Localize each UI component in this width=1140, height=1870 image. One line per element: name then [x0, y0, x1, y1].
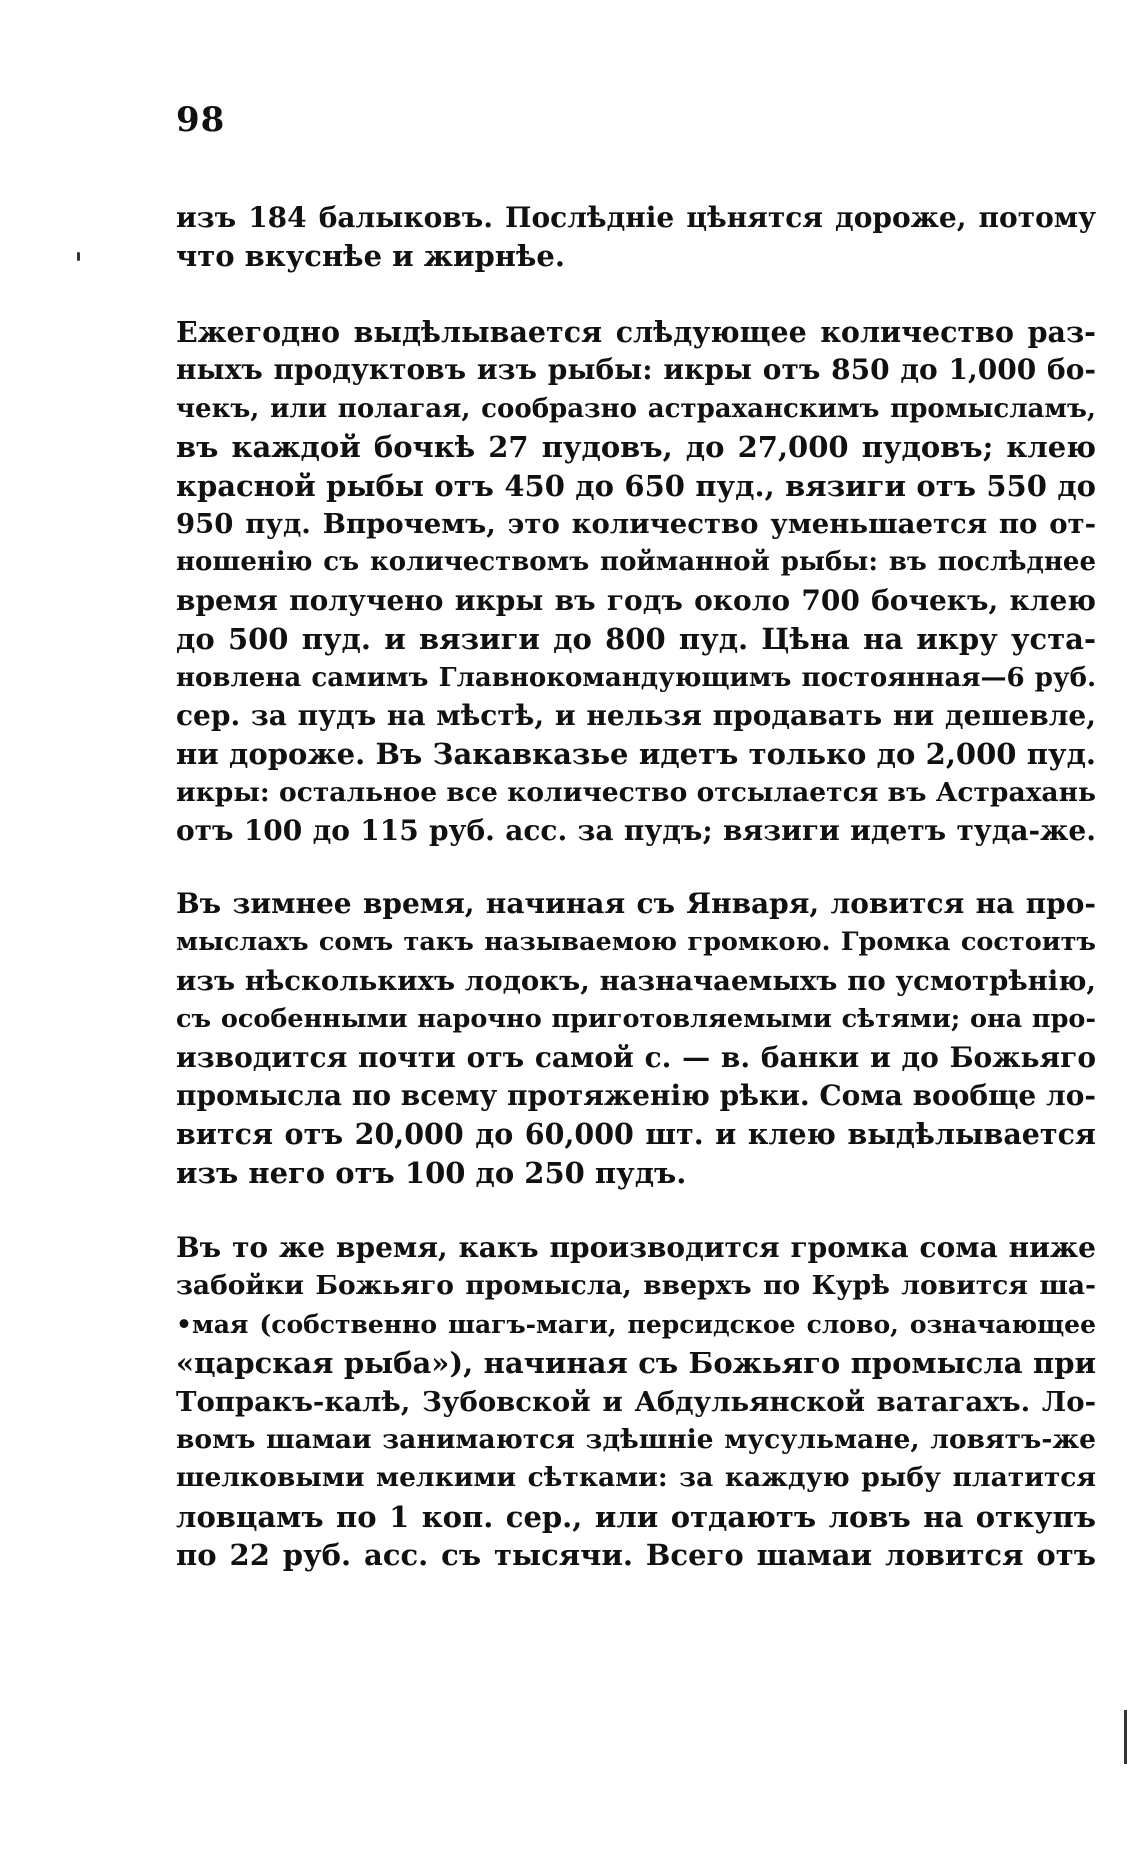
text-line: вомъ шамаи занимаются здѣшніе мусульмане, ловятъ-же: [176, 1423, 1096, 1455]
text-line: •мая (собственно шагъ-маги, персидское слово, означающее: [176, 1309, 1096, 1339]
paragraph-2: [176, 313, 1096, 850]
text-line: изъ него отъ 100 до 250 пудъ.: [176, 1155, 687, 1190]
text-line: 950 пуд. Впрочемъ, это количество уменьшается по от-: [176, 507, 1096, 540]
text-line: съ особенными нарочно приготовляемыми сѣтями; она про-: [176, 1004, 1096, 1035]
text-line: изъ 184 балыковъ. Послѣдніе цѣнятся дороже, потому: [176, 201, 1096, 234]
scan-edge-mark: [1124, 1710, 1127, 1764]
text-line: красной рыбы отъ 450 до 650 пуд., вязиги отъ 550 до: [176, 468, 1096, 503]
paragraph-3: [176, 885, 1096, 1192]
text-line: время получено икры въ годъ около 700 бочекъ, клею: [176, 583, 1096, 617]
paragraph-4: [176, 1229, 1096, 1575]
text-line: изъ нѣсколькихъ лодокъ, назначаемыхъ по усмотрѣнію,: [176, 964, 1096, 997]
text-line: что вкуснѣе и жирнѣе.: [176, 239, 565, 274]
text-line: Въ зимнее время, начиная съ Января, ловится на про-: [176, 887, 1096, 920]
text-line: вится отъ 20,000 до 60,000 шт. и клею выдѣлывается: [176, 1117, 1096, 1152]
text-line: забойки Божьяго промысла, вверхъ по Курѣ ловится ша-: [176, 1270, 1096, 1302]
text-line: въ каждой бочкѣ 27 пудовъ, до 27,000 пудовъ; клею: [176, 430, 1096, 465]
text-line: до 500 пуд. и вязиги до 800 пуд. Цѣна на икру уста-: [176, 622, 1096, 657]
page-number: 98: [176, 100, 226, 140]
text-line: ни дороже. Въ Закавказье идетъ только до 2,000 пуд.: [176, 737, 1096, 772]
paragraph-1: [176, 199, 1096, 276]
text-line: ловцамъ по 1 коп. сер., или отдаютъ ловъ на откупъ: [176, 1499, 1096, 1534]
text-line: Ежегодно выдѣлывается слѣдующее количество раз-: [176, 315, 1096, 349]
text-line: изводится почти отъ самой с. — в. банки и до Божьяго: [176, 1040, 1096, 1074]
text-line: чекъ, или полагая, сообразно астраханскимъ промысламъ,: [176, 393, 1096, 424]
text-line: Топракъ-калѣ, Зубовской и Абдульянской ватагахъ. Ло-: [176, 1385, 1096, 1418]
text-line: промысла по всему протяженію рѣки. Сома вообще ло-: [176, 1078, 1096, 1112]
text-line: по 22 руб. асс. съ тысячи. Всего шамаи ловится отъ: [176, 1538, 1096, 1573]
text-line: ныхъ продуктовъ изъ рыбы: икры отъ 850 до 1,000 бо-: [176, 353, 1096, 387]
text-line: отъ 100 до 115 руб. асс. за пудъ; вязиги идетъ туда-же.: [176, 814, 1096, 848]
text-line: новлена самимъ Главнокомандующимъ постоянная—6 руб.: [176, 662, 1096, 693]
text-line: ношенію съ количествомъ пойманной рыбы: въ послѣднее: [176, 547, 1096, 578]
text-line: «царская рыба»), начиная съ Божьяго промысла при: [176, 1346, 1096, 1381]
text-line: сер. за пудъ на мѣстѣ, и нельзя продавать ни дешевле,: [176, 698, 1096, 732]
text-line: икры: остальное все количество отсылается въ Астрахань: [176, 776, 1096, 808]
scan-speck-mark: [77, 252, 80, 261]
text-line: мыслахъ сомъ такъ называемою громкою. Громка состоитъ: [176, 927, 1096, 958]
text-line: Въ то же время, какъ производится громка сома ниже: [176, 1231, 1096, 1264]
text-line: шелковыми мелкими сѣтками: за каждую рыбу платится: [176, 1462, 1096, 1494]
